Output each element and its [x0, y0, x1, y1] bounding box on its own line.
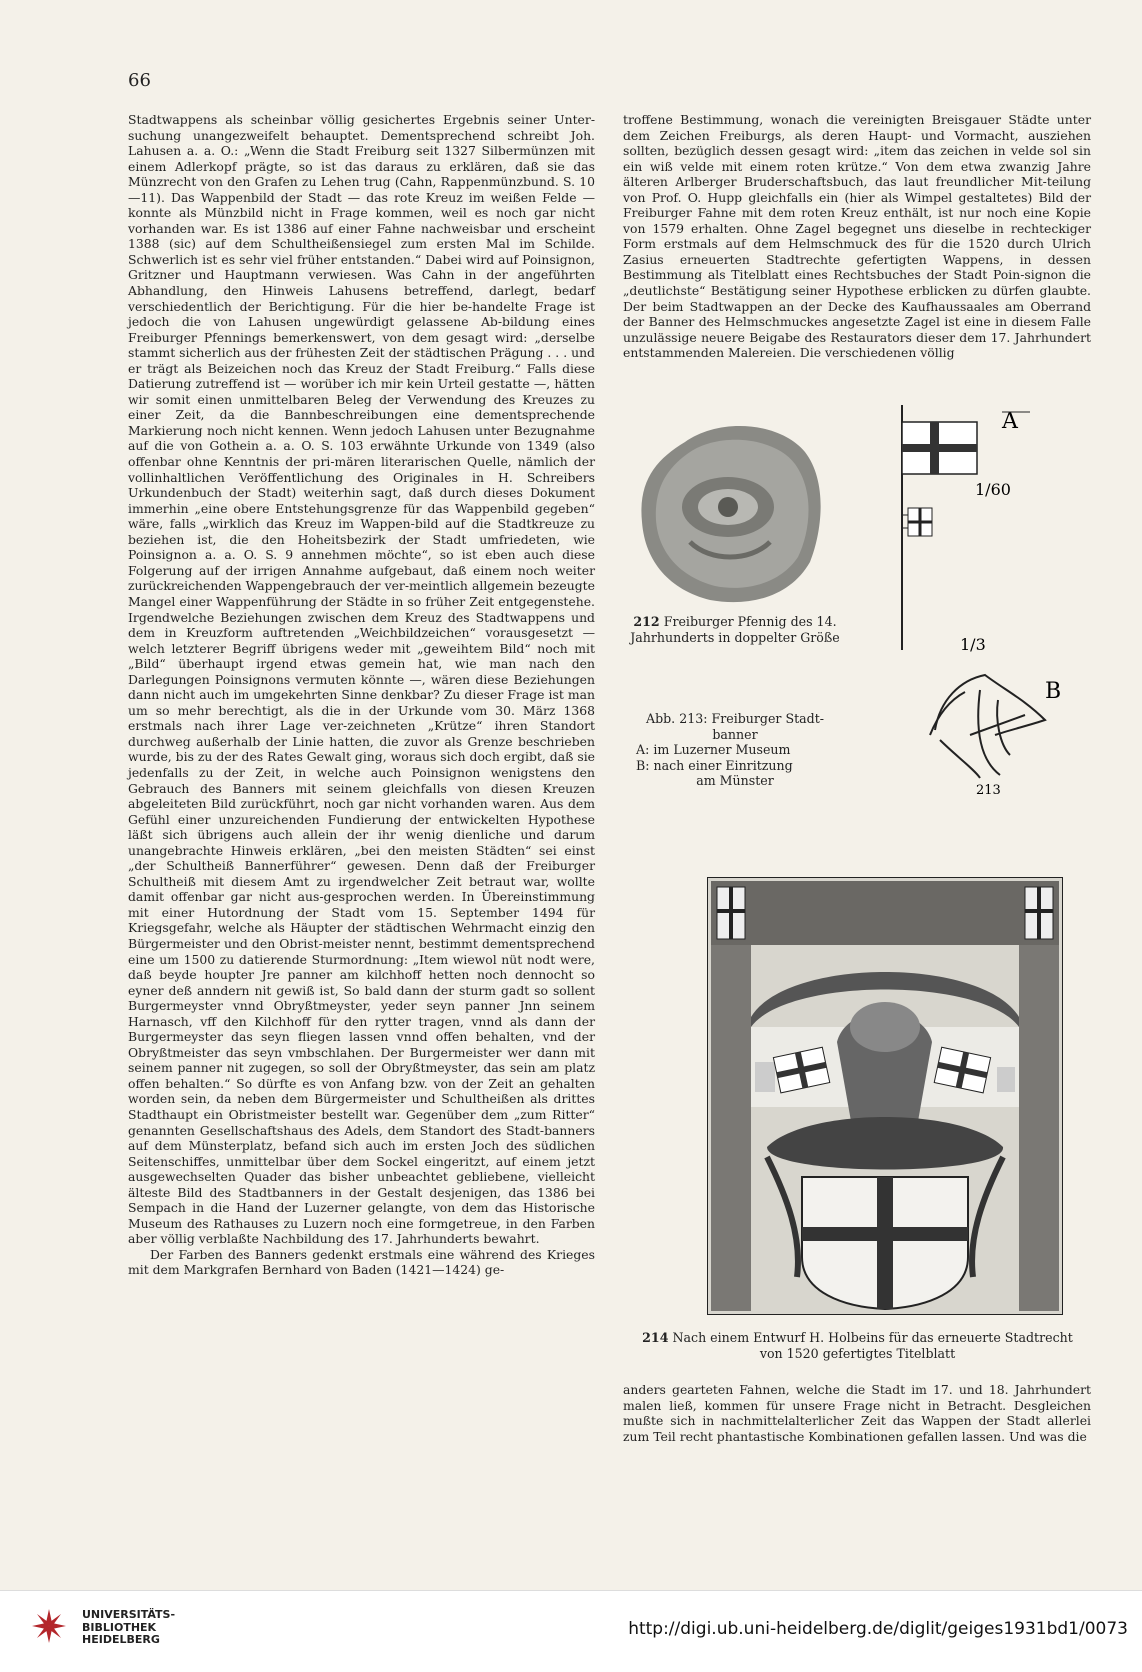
text-column-right-bottom	[623, 1382, 1091, 1444]
caption-line: am Münster	[696, 773, 774, 788]
scale-b: 1/3	[960, 635, 986, 654]
caption-text: Nach einem Entwurf H. Holbeins für das erneuerte Stadtrecht	[672, 1330, 1073, 1345]
caption-line: B: nach einer Einritzung	[636, 757, 793, 773]
label-a: A	[1002, 409, 1018, 434]
text-column-right-top	[623, 112, 1091, 361]
footer-bar	[0, 1590, 1142, 1672]
source-url[interactable]: http://digi.ub.uni-heidelberg.de/diglit/geiges1931bd1/0073	[628, 1619, 1128, 1639]
page-number: 66	[128, 70, 151, 91]
figure-214-caption	[620, 1330, 1095, 1361]
text-column-left	[128, 112, 595, 1278]
caption-line: banner	[712, 726, 758, 742]
coin-image	[630, 412, 830, 612]
library-name-line: BIBLIOTHEK	[82, 1620, 157, 1634]
paragraph: Der Farben des Banners gedenkt erstmals eine während des Krieges mit dem Markgrafen Bernhard von Baden (1421—1424) ge-	[128, 1246, 595, 1278]
library-name	[82, 1609, 175, 1647]
caption-text: Freiburger Pfennig des 14. Jahrhunderts in doppelter Größe	[630, 614, 840, 645]
paragraph: Stadtwappens als scheinbar völlig gesichertes Ergebnis seiner Unter-suchung unangezweifelt behauptet. Dementsprechend schreibt Joh. Lahusen a. a. O.: „Wenn die Stadt Freiburg seit 1327 Silbermünzen mit einem Adlerkopf prägte, so ist das daraus zu erklären, daß sie das Münzrecht von den Grafen zu Lehen trug (Cahn, Rappenmünzbund. S. 10—11). Das Wappenbild der Stadt — das rote Kreuz im weißen Felde — konnte als Münzbild nicht in Frage kommen, weil es noch gar nicht vorhanden war. Es ist 1386 auf einer Fahne nachweisbar und erscheint 1388 (sic) auf dem Schultheißensiegel zum ersten Mal im Schilde. Schwerlich ist es sehr viel früher entstanden.“ Dabei wird auf Poinsignon, Gritzner und Hauptmann verwiesen. Was Cahn in der angeführten Abhandlung, den Hinweis Lahusens betreffend, darlegt, bedarf verschiedentlich der Berichtigung. Für die hier be-handelte Frage ist jedoch die von Lahusen ungewürdigt gelassene Ab-bildung eines Freiburger Pfennings bemerkenswert, von dem gesagt wird: „derselbe stammt sicherlich aus der frühesten Zeit der städtischen Prägung . . . und er trägt als Beizeichen noch das Kreuz der Stadt Freiburg.“ Falls diese Datierung zutreffend ist — worüber ich mir kein Urteil gestatte —, hätten wir somit einen unmittelbaren Beleg der Verwendung des Kreuzes zu einer Zeit, da die Bannbeschreibungen eine dementsprechende Markierung noch nicht kennen. Wenn jedoch Lahusen unter Bezugnahme auf die von Gothein a. a. O. S. 103 erwähnte Urkunde von 1349 (also offenbar ohne Kenntnis der pri-mären literarischen Quelle, nämlich der vollinhaltlichen Veröffentlichung des Originales in H. Schreibers Urkundenbuch der Stadt) weiterhin sagt, daß durch dieses Dokument immerhin „eine obere Entstehungsgrenze für das Wappenbild gegeben“ wäre, falls „wirklich das Kreuz im Wappen-bild auf die Stadtkreuze zu beziehen ist, die den Hoheitsbezirk der Stadt umfriedeten, wie Poinsignon a. a. O. S. 9 annehmen möchte“, so ist eben auch diese Folgerung auf der irrigen Annahme aufgebaut, daß einem noch weiter zurückreichenden Wappengebrauch der ver-meintlich allgemein bezeugte Mangel einer Wappenführung der Städte in so früher Zeit entgegenstehe. Irgendwelche Beziehungen zwischen dem Kreuz des Stadtwappens und dem in Kreuzform auftretenden „Weichbildzeichen“ vorausgesetzt — welch letzterer Begriff übrigens weder mit „geweihtem Bild“ noch mit „Bild“ überhaupt irgend etwas gemein hat, wie man nach den Darlegungen Poinsignons vermuten könnte —, wären diese Beziehungen dann nicht auch im umgekehrten Sinne denkbar? Zu dieser Frage ist man um so mehr berechtigt, als die in der Urkunde vom 30. März 1368 erstmals nach ihrer Lage ver-zeichneten „Krütze“ ihren Standort durchweg außerhalb der Linie hatten, die zuvor als Grenze beschrieben wurde, bis zu der des Rates Gewalt ging, woraus sich doch ergibt, daß sie jedenfalls zu der Zeit, in welche auch Poinsignon wenigstens den Gebrauch des Banners mit seinem gleichfalls von diesen Kreuzen abgeleiteten Bild zurückführt, noch gar nicht vorhanden waren. Aus dem Gefühl einer unzureichenden Fundierung der entwickelten Hypothese läßt sich übrigens auch allein der ihr wenig dienliche und darum unangebrachte Hinweis erklären, „bei den meisten Städten“ sei einst „der Schultheiß Bannerführer“ gewesen. Denn daß der Freiburger Schultheiß mit diesem Amt zu irgendwelcher Zeit betraut war, wollte damit offenbar gar nicht aus-gesprochen werden. In Übereinstimmung mit einer Hutordnung der Stadt vom 15. September 1494 für Kriegsgefahr, welche als Häupter der städtischen Wehrmacht einzig den Bürgermeister und den Obrist-meister nennt, bestimmt dementsprechend eine um 1500 zu datierende Sturmordnung: „Item wiewol nüt nodt were, daß beyde houpter Jre panner am kilchhoff hetten noch dennocht so eyner deß anndern nit gewiß ist, So bald dann der sturm gadt so sollent Burgermeyster vnnd Obryßtmeyster, yeder seyn panner Jnn seinem Harnasch, vff den Kilchhoff für den rytter tragen, vnnd als dann der Burgermeyster das seyn fliegen lassen vnnd offen behalten, vnd der Obryßtmeister das seyn vmbschlahen. Der Burgermeister wer dann mit seinem panner nit zugegen, so soll der Obryßtmeyster, das sein am platz offen behalten.“ So dürfte es von Anfang bzw. von der Zeit an gehalten worden sein, da neben dem Bürgermeister und Schultheißen als drittes Stadthaupt ein Obristmeister bestellt war. Gegenüber dem „zum Ritter“ genannten Gesellschaftshaus des Adels, dem Standort des Stadt-banners auf dem Münsterplatz, befand sich auch im ersten Joch des südlichen Seitenschiffes, unmittelbar über dem Sockel eingeritzt, auf einem jetzt ausgewechselten Quader das bisher unbeachtet gebliebene, vielleicht älteste Bild des Stadtbanners in der Gestalt desjenigen, das 1386 bei Sempach in die Hand der Luzerner gelangte, von dem das Historische Museum des Rathauses zu Luzern noch eine formgetreue, in den Farben aber völlig verblaßte Nachbildung des 17. Jahrhunderts bewahrt.	[128, 112, 595, 1247]
paragraph: troffene Bestimmung, wonach die vereinigten Breisgauer Städte unter dem Zeichen Freiburgs, als deren Haupt- und Vormacht, ausziehen sollten, bezüglich dessen gesagt wird: „item das zeichen in velde sol sin ein wiß velde mit einem roten krütze.“ Von dem etwa zwanzig Jahre älteren Arlberger Bruderschaftsbuch, das laut freundlicher Mit-teilung von Prof. O. Hupp gleichfalls ein (hier als Wimpel gestaltetes) Bild der Freiburger Fahne mit dem roten Kreuz enthält, ist nur noch eine Kopie von 1579 erhalten. Ohne Zagel begegnet uns dieselbe in rechteckiger Form erstmals auf dem Helmschmuck des für die 1520 durch Ulrich Zasius erneuerten Stadtrechte gefertigten Wappens, in dessen Bestimmung als Titelblatt eines Rechtsbuches der Stadt Poin-signon die „deutlichste“ Bestätigung seiner Hypothese erblicken zu dürfen glaubte. Der beim Stadtwappen an der Decke des Kaufhaussaales am Oberrand der Banner des Helmschmuckes angesetzte Zagel ist eine in diesem Falle unzulässige neuere Beigabe des Restaurators dieser dem 17. Jahrhundert entstammenden Malereien. Die verschiedenen völlig	[623, 112, 1091, 361]
figure-number: 213	[976, 783, 1001, 795]
caption-text: von 1520 gefertigtes Titelblatt	[759, 1345, 956, 1361]
figure-number: 214	[642, 1330, 669, 1345]
label-b: B	[1045, 679, 1062, 704]
title-page-woodcut	[707, 877, 1063, 1315]
scale-a: 1/60	[975, 480, 1011, 499]
library-logo-icon	[30, 1607, 68, 1645]
figure-number: 212	[633, 614, 660, 629]
caption-line: A: im Luzerner Museum	[636, 742, 791, 757]
paragraph: anders gearteten Fahnen, welche die Stadt im 17. und 18. Jahrhundert malen ließ, kommen für unsere Frage nicht in Betracht. Desgleichen mußte sich in nachmittelalterlicher Zeit das Wappen der Stadt allerlei zum Teil recht phantastische Kombinationen gefallen lassen. Und was die	[623, 1382, 1091, 1444]
banner-drawing	[880, 400, 1105, 795]
figure-213-caption	[620, 711, 850, 789]
library-name-line: HEIDELBERG	[82, 1633, 160, 1646]
library-name-line: UNIVERSITÄTS-	[82, 1608, 176, 1621]
caption-line: Abb. 213: Freiburger Stadt-	[645, 711, 825, 726]
figure-212-caption	[620, 614, 850, 645]
